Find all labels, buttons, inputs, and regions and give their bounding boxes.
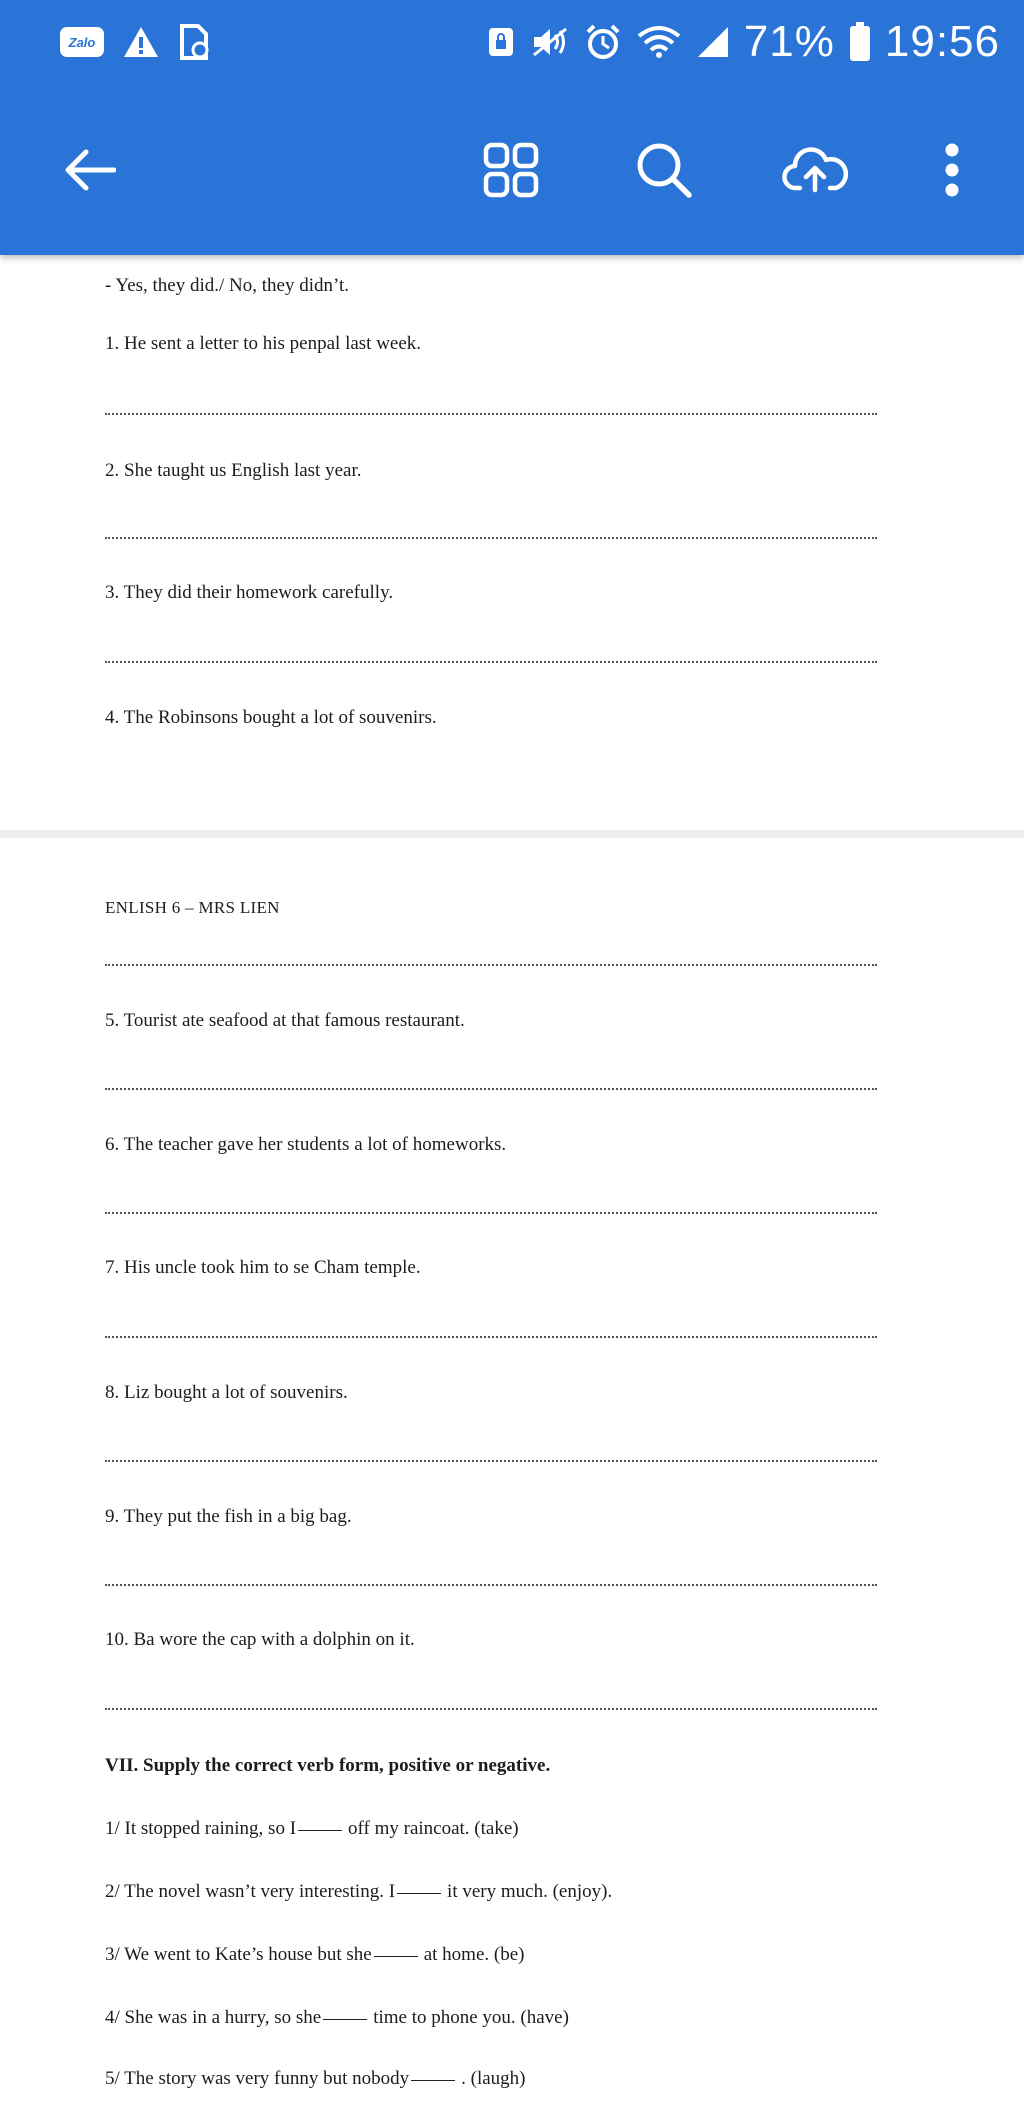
- app-bar: [0, 120, 1024, 220]
- page-header: ENLISH 6 – MRS LIEN: [105, 898, 280, 917]
- answer-line: [105, 661, 877, 663]
- question-1: 1. He sent a letter to his penpal last week.: [105, 333, 422, 354]
- page-separator: [0, 830, 1024, 838]
- more-options-button[interactable]: [922, 142, 982, 202]
- answer-line: [105, 1460, 877, 1462]
- exercise-text: it very much. (enjoy).: [447, 1881, 613, 1902]
- question-5: 5. Tourist ate seafood at that famous restaurant.: [105, 1010, 465, 1031]
- question-8: 8. Liz bought a lot of souvenirs.: [105, 1382, 348, 1403]
- alarm-icon: [584, 23, 622, 61]
- fill-blank: [374, 1956, 418, 1957]
- wifi-icon: [636, 25, 682, 59]
- question-2: 2. She taught us English last year.: [105, 460, 362, 481]
- page-grid-button[interactable]: [481, 142, 541, 202]
- question-4: 4. The Robinsons bought a lot of souvenirs.: [105, 707, 437, 728]
- exercise-text: 1/ It stopped raining, so I: [105, 1818, 297, 1839]
- mute-icon: [530, 25, 570, 59]
- grid-icon: [483, 142, 539, 203]
- exercise-text: . (laugh): [461, 2068, 526, 2089]
- exercise-5: [105, 2068, 526, 2090]
- exercise-text: at home. (be): [423, 1944, 525, 1965]
- exercise-text: 3/ We went to Kate’s house but she: [105, 1944, 372, 1965]
- battery-icon: [849, 22, 871, 62]
- exercise-3: [105, 1944, 524, 1966]
- zalo-notification-icon: Zalo: [60, 27, 104, 57]
- exercise-text: time to phone you. (have): [373, 2007, 569, 2028]
- question-6: 6. The teacher gave her students a lot of homeworks.: [105, 1134, 507, 1155]
- question-7: 7. His uncle took him to se Cham temple.: [105, 1257, 421, 1278]
- more-vert-icon: [944, 142, 960, 203]
- fill-blank: [397, 1893, 441, 1894]
- answer-format-text: - Yes, they did./ No, they didn’t.: [105, 275, 350, 296]
- exercise-4: [105, 2007, 569, 2029]
- answer-line: [105, 964, 877, 966]
- answer-line: [105, 1584, 877, 1586]
- exercise-text: 2/ The novel wasn’t very interesting. I: [105, 1881, 396, 1902]
- answer-line: [105, 1212, 877, 1214]
- answer-line: [105, 537, 877, 539]
- screenshot-icon: [178, 23, 212, 61]
- exercise-2: [105, 1881, 612, 1903]
- warning-icon: [122, 25, 160, 59]
- document-page-2: [0, 838, 1024, 2106]
- lock-app-icon: [486, 25, 516, 59]
- answer-line: [105, 413, 877, 415]
- answer-line: [105, 1088, 877, 1090]
- section-title: VII. Supply the correct verb form, positive or negative.: [105, 1755, 551, 1776]
- signal-icon: [696, 25, 730, 59]
- cloud-upload-button[interactable]: [785, 142, 845, 202]
- answer-line: [105, 1708, 877, 1710]
- fill-blank: [298, 1830, 342, 1831]
- exercise-text: 5/ The story was very funny but nobody: [105, 2068, 410, 2089]
- document-page-1: [0, 255, 1024, 830]
- battery-percent: 71%: [743, 17, 835, 66]
- fill-blank: [411, 2080, 455, 2081]
- back-arrow-icon: [64, 148, 116, 197]
- back-button[interactable]: [60, 142, 120, 202]
- search-button[interactable]: [634, 142, 694, 202]
- question-3: 3. They did their homework carefully.: [105, 582, 394, 603]
- status-bar: [0, 0, 1024, 90]
- exercise-text: off my raincoat. (take): [348, 1818, 519, 1839]
- exercise-1: [105, 1818, 519, 1840]
- cloud-upload-icon: [782, 146, 848, 199]
- question-9: 9. They put the fish in a big bag.: [105, 1506, 352, 1527]
- clock-time: 19:56: [884, 17, 1000, 66]
- search-icon: [635, 141, 693, 204]
- question-10: 10. Ba wore the cap with a dolphin on it.: [105, 1629, 415, 1650]
- answer-line: [105, 1336, 877, 1338]
- top-bar: [0, 0, 1024, 255]
- fill-blank: [323, 2019, 367, 2020]
- exercise-text: 4/ She was in a hurry, so she: [105, 2007, 322, 2028]
